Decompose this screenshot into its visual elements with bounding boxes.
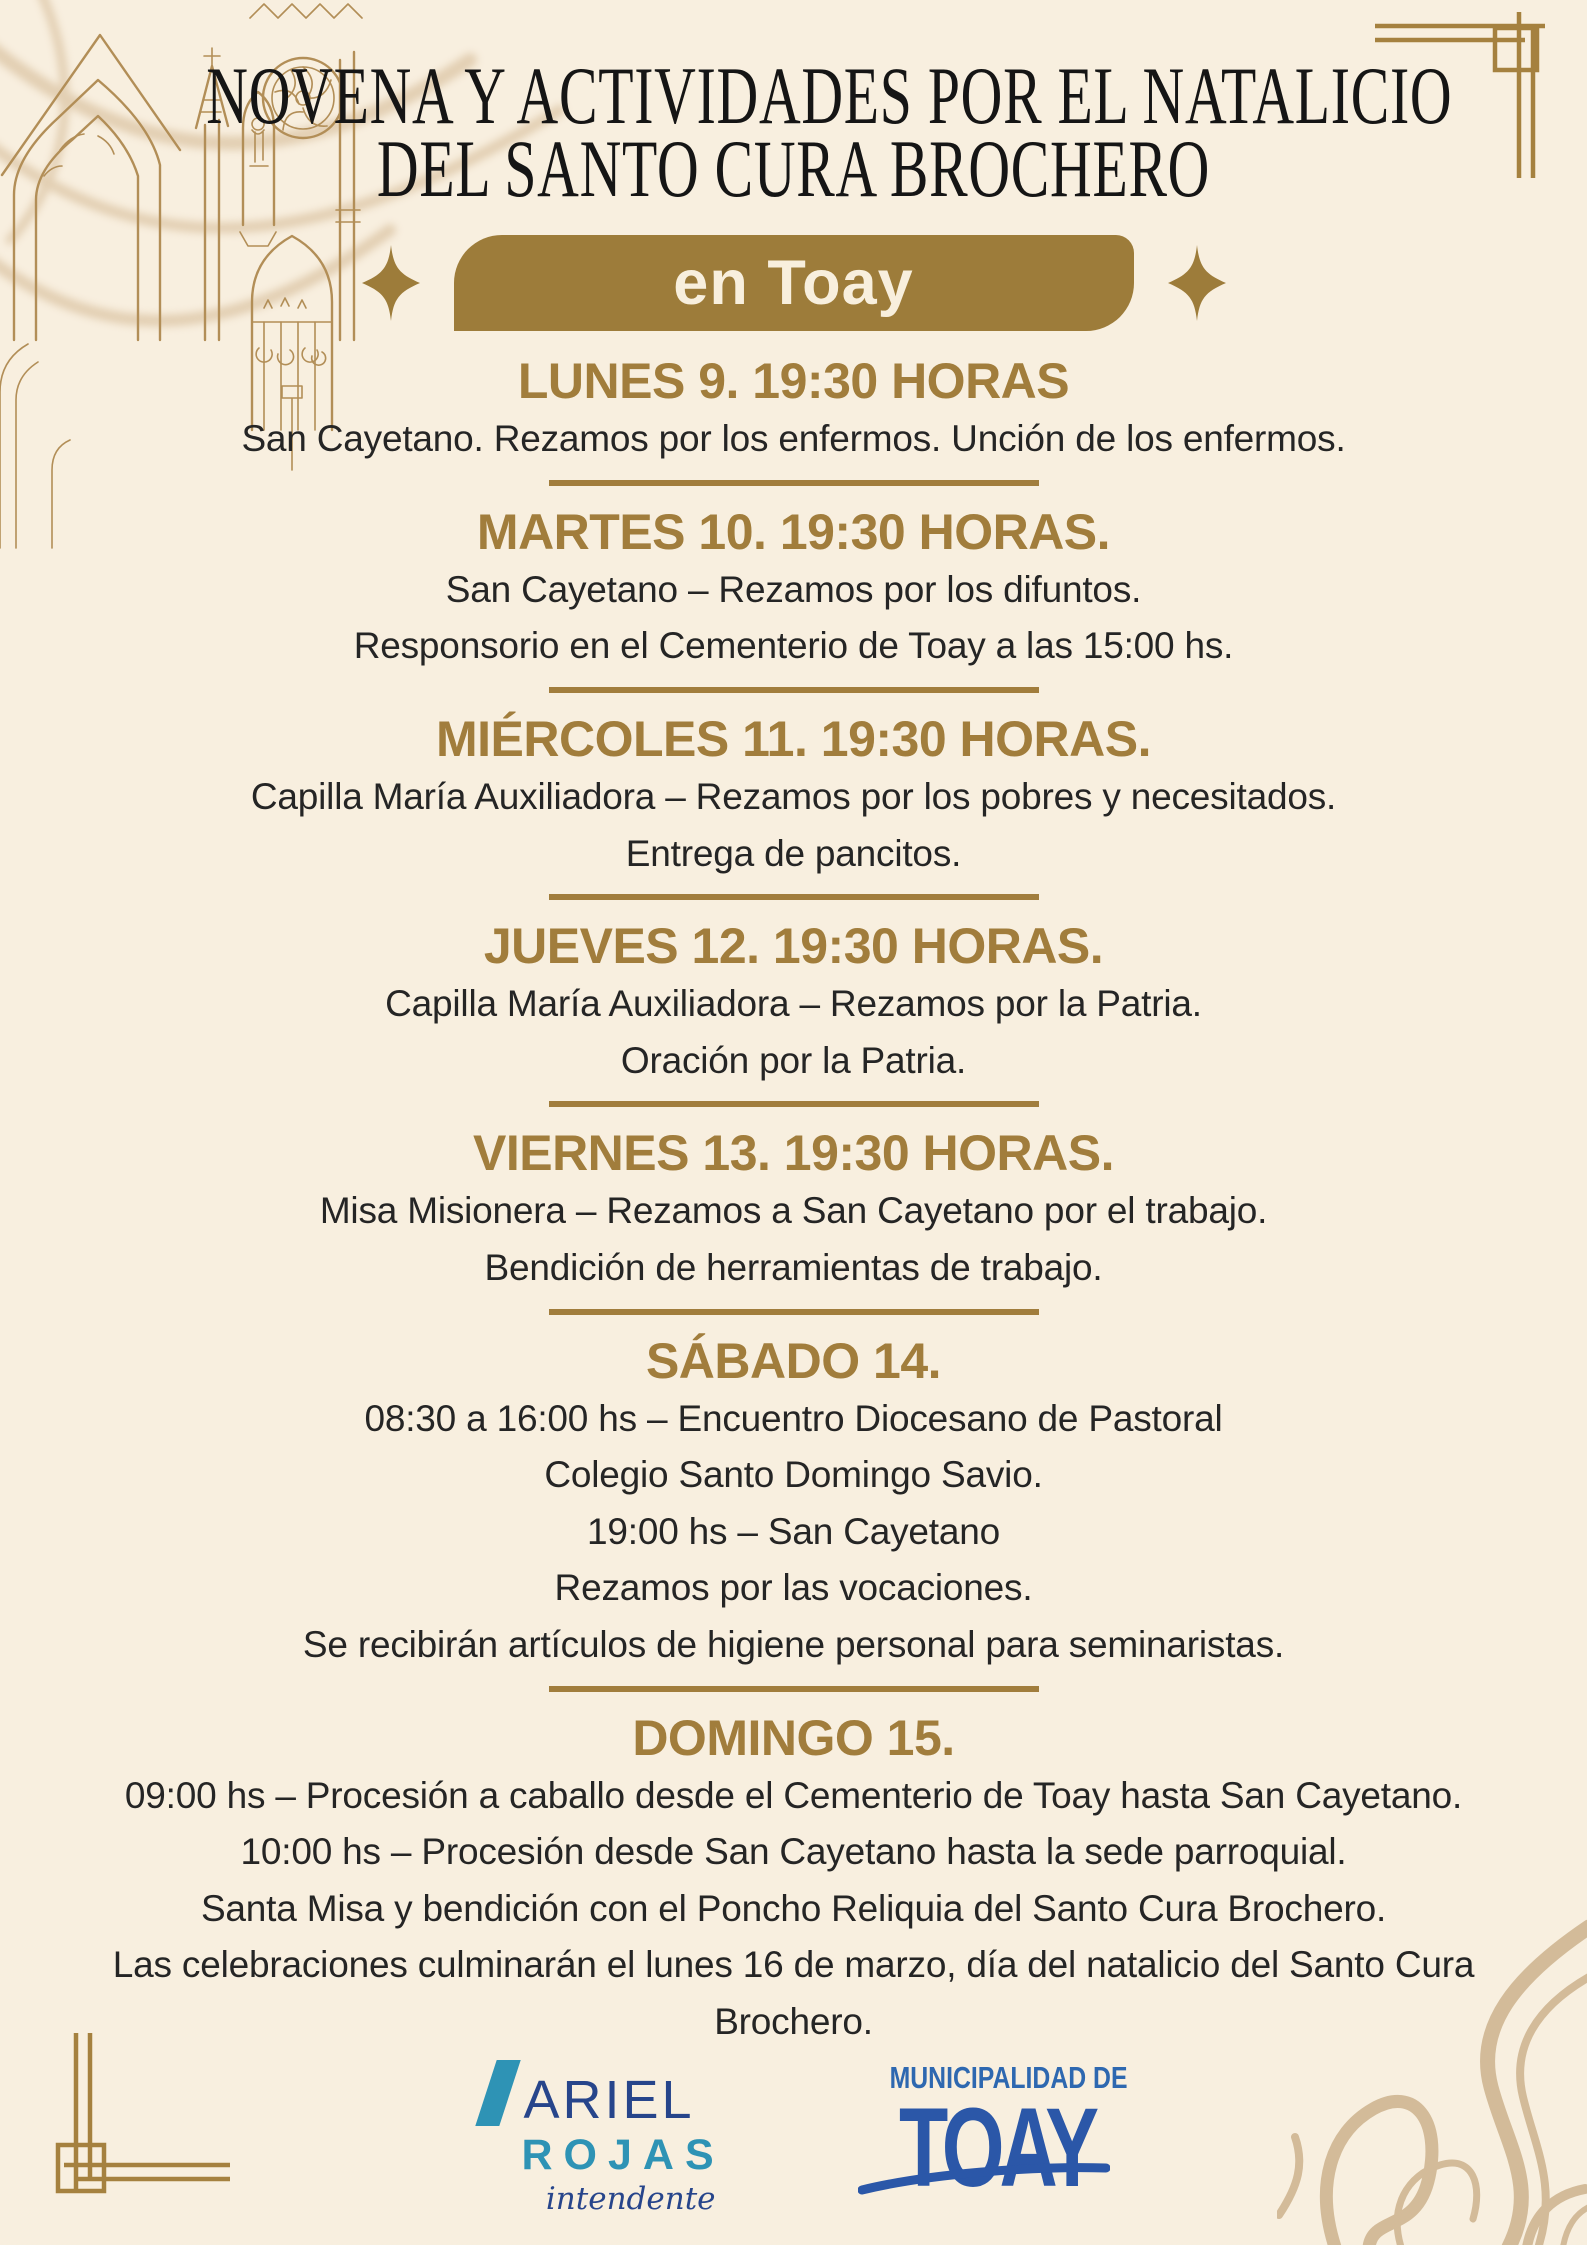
toay-wordmark: TOAY	[898, 2085, 1094, 2210]
municipality-line: MUNICIPALIDAD DE	[889, 2060, 1127, 2095]
section-divider	[549, 1686, 1039, 1692]
schedule-line: 10:00 hs – Procesión desde San Cayetano hasta la sede parroquial.	[240, 1831, 1347, 1873]
ariel-rojas-logo	[486, 2060, 725, 2217]
section-divider	[549, 1101, 1039, 1107]
ariel-first-name: ARIEL	[523, 2069, 695, 2130]
schedule-line: Oración por la Patria.	[620, 1039, 967, 1081]
schedule-line: 09:00 hs – Procesión a caballo desde el Cementerio de Toay hasta San Cayetano.	[124, 1774, 1463, 1816]
section-lines	[60, 1391, 1528, 1674]
badge-row	[0, 235, 1587, 331]
page-title-line-2: DEL SANTO CURA BROCHERO	[376, 122, 1211, 214]
schedule-line: 08:30 a 16:00 hs – Encuentro Diocesano de Pastoral	[364, 1397, 1223, 1439]
sparkle-icon	[1168, 245, 1226, 321]
poster-header	[0, 0, 1587, 331]
day-heading: JUEVES 12. 19:30 HORAS.	[483, 918, 1104, 975]
schedule-line: Responsorio en el Cementerio de Toay a las 15:00 hs.	[353, 625, 1234, 667]
page-title-line-1: NOVENA Y ACTIVIDADES POR EL NATALICIO	[206, 49, 1453, 141]
schedule-line: 19:00 hs – San Cayetano	[587, 1510, 1000, 1552]
schedule-line: Las celebraciones culminarán el lunes 16 de marzo, día del natalicio del Santo Cura Brochero.	[112, 1944, 1475, 2043]
schedule-line: Entrega de pancitos.	[625, 832, 962, 874]
day-section	[60, 1123, 1528, 1314]
location-badge-label: en Toay	[673, 248, 914, 319]
section-lines	[60, 411, 1528, 468]
section-lines	[60, 562, 1528, 675]
toay-wordmark-wrap	[866, 2085, 1102, 2210]
schedule-line: Se recibirán artículos de higiene personal para seminaristas.	[302, 1623, 1285, 1665]
schedule-line: Misa Misionera – Rezamos a San Cayetano por el trabajo.	[319, 1190, 1268, 1232]
ariel-last-name: ROJAS	[521, 2131, 725, 2179]
toay-swoosh-icon	[858, 2156, 1110, 2196]
schedule-line: Rezamos por las vocaciones.	[554, 1567, 1033, 1609]
section-lines	[60, 976, 1528, 1089]
day-heading: VIERNES 13. 19:30 HORAS.	[472, 1125, 1115, 1182]
day-section	[60, 709, 1528, 900]
section-divider	[549, 687, 1039, 693]
schedule-line: San Cayetano – Rezamos por los difuntos.	[445, 568, 1142, 610]
section-lines	[60, 1183, 1528, 1296]
slash-icon	[475, 2060, 520, 2126]
section-lines	[60, 1768, 1528, 2051]
section-divider	[549, 480, 1039, 486]
schedule-line: San Cayetano. Rezamos por los enfermos. Unción de los enfermos.	[241, 418, 1346, 460]
day-section	[60, 502, 1528, 693]
schedule-line: Bendición de herramientas de trabajo.	[484, 1246, 1103, 1288]
section-divider	[549, 894, 1039, 900]
poster-footer	[0, 2060, 1587, 2217]
section-lines	[60, 769, 1528, 882]
schedule-line: Capilla María Auxiliadora – Rezamos por la Patria.	[385, 983, 1202, 1025]
day-heading: DOMINGO 15.	[632, 1709, 955, 1766]
day-section	[60, 916, 1528, 1107]
day-section	[60, 1331, 1528, 1692]
section-divider	[549, 1309, 1039, 1315]
schedule-line: Capilla María Auxiliadora – Rezamos por los pobres y necesitados.	[250, 775, 1337, 817]
day-heading: MIÉRCOLES 11. 19:30 HORAS.	[435, 710, 1151, 767]
schedule-line: Santa Misa y bendición con el Poncho Reliquia del Santo Cura Brochero.	[200, 1887, 1387, 1929]
municipality-logo	[866, 2060, 1127, 2210]
day-section	[60, 1708, 1528, 2051]
schedule-line: Colegio Santo Domingo Savio.	[544, 1454, 1043, 1496]
day-heading: SÁBADO 14.	[645, 1332, 942, 1389]
sparkle-icon	[362, 245, 420, 321]
ariel-logo-top	[486, 2060, 716, 2130]
location-badge	[454, 235, 1134, 331]
day-heading: LUNES 9. 19:30 HORAS	[517, 353, 1070, 410]
schedule	[60, 351, 1528, 2051]
day-heading: MARTES 10. 19:30 HORAS.	[476, 503, 1111, 560]
ariel-role-script: intendente	[545, 2181, 716, 2217]
day-section	[60, 351, 1528, 486]
